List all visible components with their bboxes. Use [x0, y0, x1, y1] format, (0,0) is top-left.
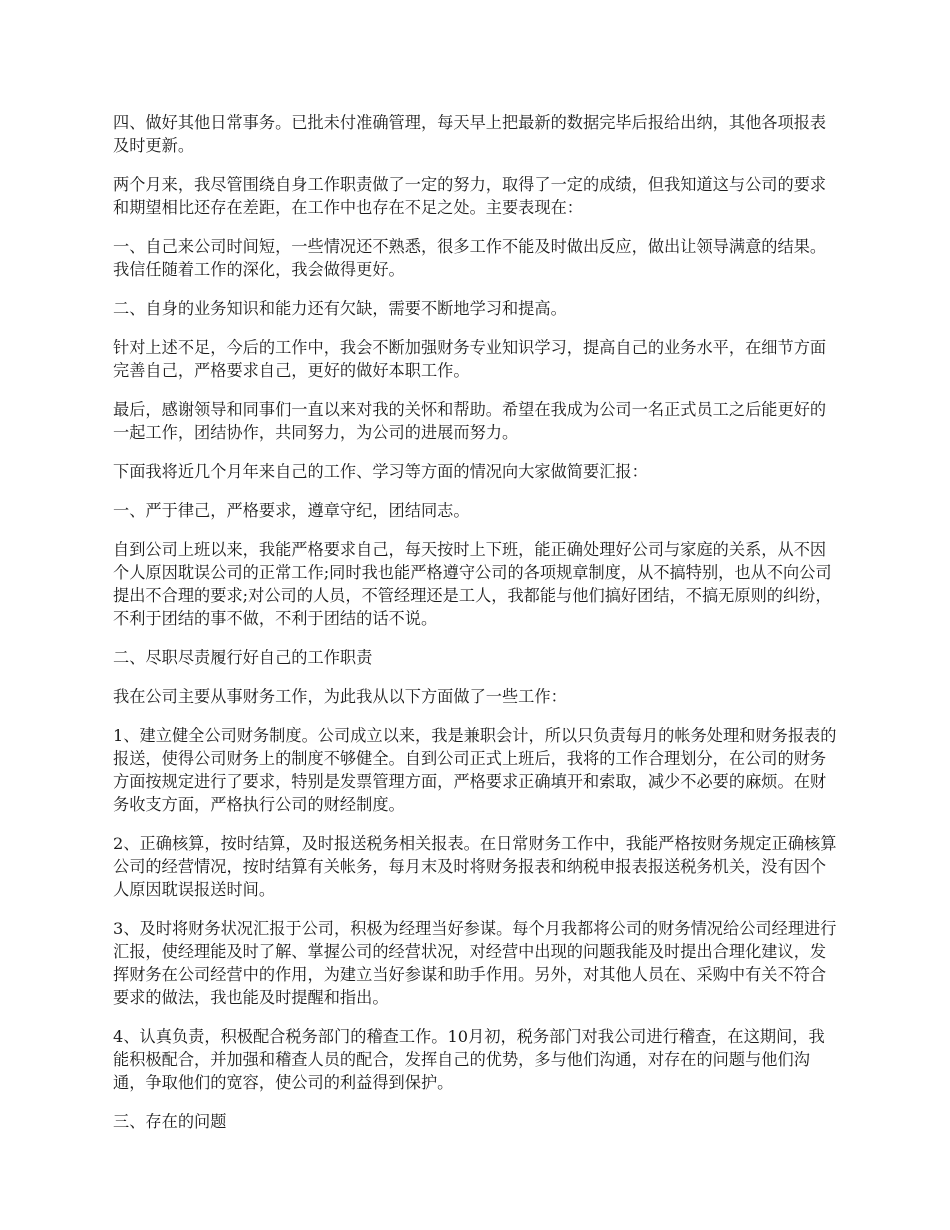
paragraph: 两个月来，我尽管围绕自身工作职责做了一定的努力，取得了一定的成绩，但我知道这与公司的要求和期望相比还存在差距，在工作中也存在不足之处。主要表现在：: [113, 175, 827, 217]
paragraph: 针对上述不足，今后的工作中，我会不断加强财务专业知识学习，提高自己的业务水平，在细节方面完善自己，严格要求自己，更好的做好本职工作。: [113, 338, 827, 380]
paragraph: 3、及时将财务状况汇报于公司，积极为经理当好参谋。每个月我都将公司的财务情况给公司经理进行汇报，使经理能及时了解、掌握公司的经营状况，对经营中出现的问题我能及时提出合理化建议，发挥财务在公司经营中的作用，为建立当好参谋和助手作用。另外，对其他人员在、采购中有关不符合要求的做法，我也能及时提醒和指出。: [113, 919, 837, 1007]
paragraph: 自到公司上班以来，我能严格要求自己，每天按时上下班，能正确处理好公司与家庭的关系，从不因个人原因耽误公司的正常工作;同时我也能严格遵守公司的各项规章制度，从不搞特别，也从不向公司提出不合理的要求;对公司的人员，不管经理还是工人，我都能与他们搞好团结，不搞无原则的纠纷，不利于团结的事不做，不利于团结的话不说。: [113, 540, 832, 628]
paragraph: 最后，感谢领导和同事们一直以来对我的关怀和帮助。希望在我成为公司一名正式员工之后能更好的一起工作，团结协作，共同努力，为公司的进展而努力。: [113, 400, 827, 442]
paragraph: 二、尽职尽责履行好自己的工作职责: [113, 648, 373, 667]
paragraph: 二、自身的业务知识和能力还有欠缺，需要不断地学习和提高。: [113, 299, 567, 318]
paragraph: 四、做好其他日常事务。已批未付准确管理，每天早上把最新的数据完毕后报给出纳，其他各项报表及时更新。: [113, 113, 827, 155]
paragraph: 下面我将近几个月年来自己的工作、学习等方面的情况向大家做简要汇报：: [113, 462, 648, 481]
paragraph: 我在公司主要从事财务工作，为此我从以下方面做了一些工作：: [113, 687, 567, 706]
paragraph: 一、严于律己，严格要求，遵章守纪，团结同志。: [113, 501, 470, 520]
paragraph: 一、自己来公司时间短，一些情况还不熟悉，很多工作不能及时做出反应，做出让领导满意的结果。我信任随着工作的深化，我会做得更好。: [113, 237, 827, 279]
paragraph: 4、认真负责，积极配合税务部门的稽查工作。10月初，税务部门对我公司进行稽查，在这期间，我能积极配合，并加强和稽查人员的配合，发挥自己的优势，多与他们沟通，对存在的问题与他们沟通，争取他们的宽容，使公司的利益得到保护。: [113, 1027, 825, 1092]
paragraph: 2、正确核算，按时结算，及时报送税务相关报表。在日常财务工作中，我能严格按财务规定正确核算公司的经营情况，按时结算有关帐务，每月末及时将财务报表和纳税申报表报送税务机关，没有因个人原因耽误报送时间。: [113, 834, 837, 899]
paragraph: 三、存在的问题: [113, 1112, 227, 1131]
paragraph: 1、建立健全公司财务制度。公司成立以来，我是兼职会计，所以只负责每月的帐务处理和财务报表的报送，使得公司财务上的制度不够健全。自到公司正式上班后，我将的工作合理划分，在公司的财务方面按规定进行了要求，特别是发票管理方面，严格要求正确填开和索取，减少不必要的麻烦。在财务收支方面，严格执行公司的财经制度。: [113, 726, 837, 814]
